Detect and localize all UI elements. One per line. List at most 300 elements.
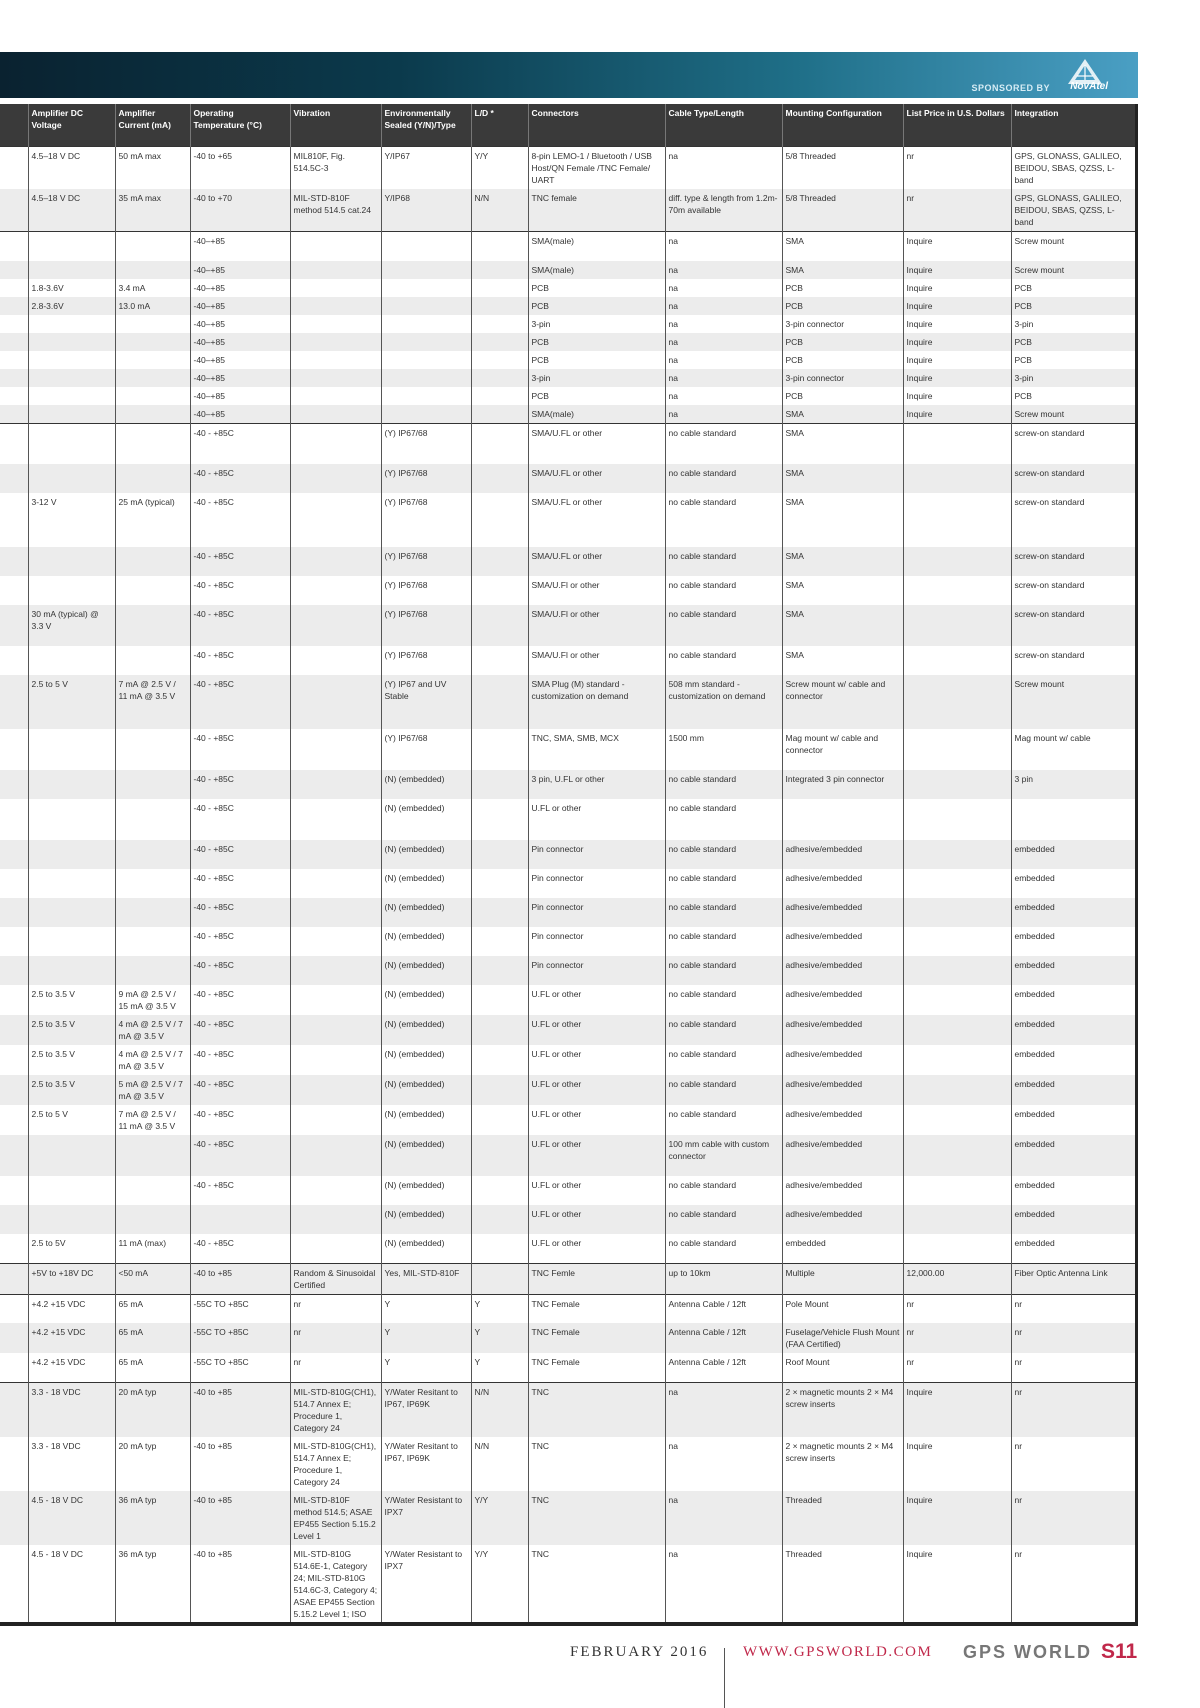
- table-cell: Y/Y: [471, 147, 528, 190]
- table-cell: na: [665, 147, 782, 190]
- table-cell: [115, 576, 190, 605]
- table-cell: nr: [1011, 1323, 1135, 1353]
- table-cell: no cable standard: [665, 493, 782, 547]
- table-row: [0, 369, 1135, 387]
- table-cell: (N) (embedded): [381, 869, 471, 898]
- table-cell: [903, 1015, 1011, 1045]
- table-cell: na: [665, 1491, 782, 1545]
- table-cell: [0, 799, 28, 840]
- table-cell: [115, 799, 190, 840]
- table-cell: [381, 232, 471, 261]
- table-cell: [903, 646, 1011, 675]
- table-cell: [0, 1105, 28, 1135]
- table-cell: TNC female: [528, 189, 665, 232]
- table-cell: [471, 646, 528, 675]
- table-row: [0, 189, 1135, 232]
- table-cell: [28, 1135, 115, 1176]
- table-cell: SMA: [782, 232, 903, 261]
- table-cell: no cable standard: [665, 770, 782, 799]
- table-cell: [471, 1263, 528, 1294]
- table-cell: Screw mount: [1011, 232, 1135, 261]
- table-cell: Inquire: [903, 232, 1011, 261]
- table-cell: TNC Female: [528, 1323, 665, 1353]
- table-cell: [471, 605, 528, 646]
- table-cell: Y: [381, 1323, 471, 1353]
- table-cell: Inquire: [903, 351, 1011, 369]
- table-cell: U.FL or other: [528, 1075, 665, 1105]
- table-cell: [903, 1234, 1011, 1263]
- table-row: [0, 1234, 1135, 1263]
- table-cell: [381, 279, 471, 297]
- table-cell: Pin connector: [528, 840, 665, 869]
- table-cell: na: [665, 261, 782, 279]
- table-cell: 4.5 - 18 V DC: [28, 1545, 115, 1627]
- table-cell: embedded: [1011, 1045, 1135, 1075]
- table-cell: [290, 675, 381, 729]
- table-cell: na: [665, 405, 782, 424]
- table-cell: Mag mount w/ cable: [1011, 729, 1135, 770]
- table-row: [0, 1135, 1135, 1176]
- table-cell: -40 - +85C: [190, 1176, 290, 1205]
- table-row: [0, 1382, 1135, 1437]
- table-cell: up to 10km: [665, 1263, 782, 1294]
- table-cell: Inquire: [903, 315, 1011, 333]
- table-cell: 4 mA @ 2.5 V / 7 mA @ 3.5 V: [115, 1045, 190, 1075]
- table-cell: no cable standard: [665, 956, 782, 985]
- table-cell: Multiple: [782, 1263, 903, 1294]
- table-cell: adhesive/embedded: [782, 927, 903, 956]
- table-cell: [28, 232, 115, 261]
- table-cell: Inquire: [903, 297, 1011, 315]
- table-cell: -55C TO +85C: [190, 1353, 290, 1382]
- table-cell: [471, 493, 528, 547]
- table-cell: Y/Water Resitant to IP67, IP69K: [381, 1382, 471, 1437]
- table-cell: PCB: [782, 297, 903, 315]
- table-row: [0, 1263, 1135, 1294]
- table-cell: [471, 1015, 528, 1045]
- table-cell: [471, 387, 528, 405]
- table-cell: [115, 898, 190, 927]
- table-cell: Inquire: [903, 1491, 1011, 1545]
- table-cell: [290, 898, 381, 927]
- table-cell: Fuselage/Vehicle Flush Mount (FAA Certified): [782, 1323, 903, 1353]
- table-cell: -40 - +85C: [190, 1015, 290, 1045]
- table-cell: 8-pin LEMO-1 / Bluetooth / USB Host/QN Female /TNC Female/ UART: [528, 147, 665, 190]
- page-number: S11: [1101, 1640, 1138, 1663]
- table-cell: [903, 840, 1011, 869]
- table-cell: [0, 1382, 28, 1437]
- table-cell: [0, 1353, 28, 1382]
- table-cell: no cable standard: [665, 1234, 782, 1263]
- table-cell: -55C TO +85C: [190, 1294, 290, 1323]
- table-cell: (N) (embedded): [381, 799, 471, 840]
- table-cell: [28, 840, 115, 869]
- table-cell: no cable standard: [665, 547, 782, 576]
- table-cell: screw-on standard: [1011, 423, 1135, 464]
- table-cell: [28, 333, 115, 351]
- table-cell: [471, 927, 528, 956]
- table-cell: Pin connector: [528, 956, 665, 985]
- table-cell: [115, 423, 190, 464]
- table-cell: [115, 927, 190, 956]
- table-cell: +4.2 +15 VDC: [28, 1353, 115, 1382]
- table-cell: -40 - +85C: [190, 493, 290, 547]
- table-cell: Inquire: [903, 261, 1011, 279]
- table-cell: nr: [1011, 1382, 1135, 1437]
- table-cell: Inquire: [903, 1382, 1011, 1437]
- table-cell: [471, 898, 528, 927]
- table-cell: 2.5 to 3.5 V: [28, 1045, 115, 1075]
- table-cell: (Y) IP67/68: [381, 464, 471, 493]
- column-header: Environmentally Sealed (Y/N)/Type: [381, 104, 471, 147]
- table-cell: 11 mA (max): [115, 1234, 190, 1263]
- table-cell: Y/IP67: [381, 147, 471, 190]
- table-cell: Y: [471, 1294, 528, 1323]
- column-header: [0, 104, 28, 147]
- table-cell: no cable standard: [665, 646, 782, 675]
- table-cell: [471, 232, 528, 261]
- table-cell: [471, 1045, 528, 1075]
- table-cell: na: [665, 369, 782, 387]
- table-cell: (N) (embedded): [381, 1015, 471, 1045]
- table-cell: SMA/U.Fl or other: [528, 605, 665, 646]
- table-cell: [471, 333, 528, 351]
- table-cell: [471, 1176, 528, 1205]
- table-cell: [381, 369, 471, 387]
- table-cell: SMA: [782, 423, 903, 464]
- table-cell: MIL-STD-810G 514.6E-1, Category 24; MIL-STD-810G 514.6C-3, Category 4; ASAE EP455 Section 5.15.2 Level 1; ISO 9022-3 Method 36: [290, 1545, 381, 1627]
- sponsor-banner: [0, 52, 1138, 98]
- table-cell: [28, 646, 115, 675]
- table-cell: [0, 351, 28, 369]
- table-cell: [0, 985, 28, 1015]
- table-cell: [290, 493, 381, 547]
- table-cell: [471, 297, 528, 315]
- table-cell: -40 - +85C: [190, 840, 290, 869]
- table-cell: SMA Plug (M) standard - customization on demand: [528, 675, 665, 729]
- table-cell: (N) (embedded): [381, 956, 471, 985]
- table-cell: [903, 547, 1011, 576]
- table-cell: PCB: [528, 333, 665, 351]
- table-cell: [0, 297, 28, 315]
- table-cell: [381, 387, 471, 405]
- table-cell: [0, 279, 28, 297]
- table-cell: Pin connector: [528, 869, 665, 898]
- table-cell: 65 mA: [115, 1353, 190, 1382]
- table-cell: [471, 315, 528, 333]
- table-cell: [290, 1135, 381, 1176]
- table-cell: [290, 985, 381, 1015]
- table-cell: 2.5 to 5 V: [28, 675, 115, 729]
- table-cell: [0, 1294, 28, 1323]
- table-cell: [471, 576, 528, 605]
- table-cell: 3-pin: [1011, 315, 1135, 333]
- table-cell: [115, 646, 190, 675]
- table-cell: 3-pin: [1011, 369, 1135, 387]
- table-cell: [0, 869, 28, 898]
- table-cell: PCB: [1011, 297, 1135, 315]
- table-cell: no cable standard: [665, 576, 782, 605]
- table-cell: adhesive/embedded: [782, 1015, 903, 1045]
- table-cell: Fiber Optic Antenna Link: [1011, 1263, 1135, 1294]
- table-row: [0, 297, 1135, 315]
- table-cell: PCB: [528, 351, 665, 369]
- table-cell: SMA: [782, 646, 903, 675]
- table-cell: 3-pin: [528, 315, 665, 333]
- column-header: List Price in U.S. Dollars: [903, 104, 1011, 147]
- table-cell: 3.4 mA: [115, 279, 190, 297]
- table-cell: nr: [290, 1353, 381, 1382]
- table-cell: [471, 675, 528, 729]
- table-cell: 3-pin: [528, 369, 665, 387]
- table-cell: [0, 405, 28, 424]
- table-cell: [28, 799, 115, 840]
- table-cell: -40 - +85C: [190, 927, 290, 956]
- table-cell: [0, 547, 28, 576]
- table-cell: [381, 261, 471, 279]
- table-cell: 3-12 V: [28, 493, 115, 547]
- table-cell: [0, 423, 28, 464]
- table-cell: -40 to +70: [190, 189, 290, 232]
- table-cell: [0, 927, 28, 956]
- table-cell: [471, 985, 528, 1015]
- table-cell: 12,000.00: [903, 1263, 1011, 1294]
- table-cell: [903, 1045, 1011, 1075]
- table-cell: nr: [903, 147, 1011, 190]
- table-row: [0, 646, 1135, 675]
- column-header: L/D *: [471, 104, 528, 147]
- table-cell: TNC, SMA, SMB, MCX: [528, 729, 665, 770]
- table-cell: -40–+85: [190, 369, 290, 387]
- table-cell: [28, 547, 115, 576]
- table-cell: PCB: [782, 351, 903, 369]
- table-cell: embedded: [1011, 840, 1135, 869]
- table-cell: 36 mA typ: [115, 1491, 190, 1545]
- table-cell: [0, 189, 28, 232]
- table-cell: 2.8-3.6V: [28, 297, 115, 315]
- table-cell: (N) (embedded): [381, 927, 471, 956]
- table-cell: [28, 369, 115, 387]
- table-row: [0, 1491, 1135, 1545]
- page-footer: [0, 1640, 1200, 1708]
- magazine-name: GPS WORLD: [963, 1642, 1092, 1662]
- table-row: [0, 1176, 1135, 1205]
- table-cell: [471, 729, 528, 770]
- table-cell: [0, 1545, 28, 1627]
- table-cell: 25 mA (typical): [115, 493, 190, 547]
- table-cell: [290, 799, 381, 840]
- table-cell: [290, 1105, 381, 1135]
- table-cell: embedded: [1011, 1105, 1135, 1135]
- table-cell: no cable standard: [665, 1045, 782, 1075]
- table-cell: -40 - +85C: [190, 1045, 290, 1075]
- table-row: [0, 1205, 1135, 1234]
- table-cell: -40 - +85C: [190, 547, 290, 576]
- table-cell: -40 - +85C: [190, 770, 290, 799]
- table-cell: embedded: [1011, 1015, 1135, 1045]
- table-cell: embedded: [1011, 1176, 1135, 1205]
- table-row: [0, 405, 1135, 424]
- table-cell: [0, 729, 28, 770]
- table-cell: [115, 315, 190, 333]
- table-cell: SMA: [782, 493, 903, 547]
- table-cell: [28, 405, 115, 424]
- table-cell: (N) (embedded): [381, 770, 471, 799]
- table-cell: -40–+85: [190, 232, 290, 261]
- table-cell: [290, 1205, 381, 1234]
- table-cell: U.FL or other: [528, 1176, 665, 1205]
- table-cell: na: [665, 279, 782, 297]
- table-cell: Screw mount: [1011, 675, 1135, 729]
- table-cell: [28, 927, 115, 956]
- table-cell: 4 mA @ 2.5 V / 7 mA @ 3.5 V: [115, 1015, 190, 1045]
- table-cell: [471, 840, 528, 869]
- table-cell: MIL810F, Fig. 514.5C-3: [290, 147, 381, 190]
- table-cell: SMA/U.FL or other: [528, 464, 665, 493]
- issue-date: FEBRUARY 2016: [570, 1644, 709, 1660]
- table-row: [0, 1075, 1135, 1105]
- table-cell: Y/Y: [471, 1491, 528, 1545]
- table-cell: [290, 729, 381, 770]
- table-row: [0, 1045, 1135, 1075]
- table-cell: -40 to +85: [190, 1491, 290, 1545]
- table-row: [0, 493, 1135, 547]
- table-row: [0, 1545, 1135, 1627]
- table-cell: PCB: [782, 279, 903, 297]
- table-cell: adhesive/embedded: [782, 1075, 903, 1105]
- table-cell: -40 - +85C: [190, 956, 290, 985]
- table-cell: [471, 261, 528, 279]
- table-cell: Random & Sinusoidal Certified: [290, 1263, 381, 1294]
- table-cell: screw-on standard: [1011, 605, 1135, 646]
- table-cell: [471, 464, 528, 493]
- table-cell: [290, 464, 381, 493]
- table-cell: [115, 956, 190, 985]
- table-cell: U.FL or other: [528, 1135, 665, 1176]
- table-cell: [0, 1263, 28, 1294]
- table-cell: 9 mA @ 2.5 V / 15 mA @ 3.5 V: [115, 985, 190, 1015]
- table-cell: no cable standard: [665, 423, 782, 464]
- table-cell: [290, 387, 381, 405]
- table-cell: Screw mount w/ cable and connector: [782, 675, 903, 729]
- table-cell: Inquire: [903, 333, 1011, 351]
- table-cell: [290, 297, 381, 315]
- table-cell: [0, 232, 28, 261]
- table-cell: [115, 1135, 190, 1176]
- table-cell: -40 to +85: [190, 1437, 290, 1491]
- table-cell: -40 - +85C: [190, 799, 290, 840]
- table-cell: Threaded: [782, 1545, 903, 1627]
- table-cell: [0, 1323, 28, 1353]
- table-cell: [0, 464, 28, 493]
- column-header: Cable Type/Length: [665, 104, 782, 147]
- table-row: [0, 261, 1135, 279]
- table-cell: no cable standard: [665, 1015, 782, 1045]
- table-cell: [290, 279, 381, 297]
- table-cell: SMA(male): [528, 261, 665, 279]
- table-cell: no cable standard: [665, 869, 782, 898]
- table-cell: [290, 770, 381, 799]
- table-cell: 5/8 Threaded: [782, 147, 903, 190]
- table-cell: [903, 729, 1011, 770]
- table-cell: nr: [1011, 1545, 1135, 1627]
- table-cell: adhesive/embedded: [782, 1105, 903, 1135]
- table-cell: [0, 493, 28, 547]
- table-cell: no cable standard: [665, 1075, 782, 1105]
- table-cell: 3.3 - 18 VDC: [28, 1382, 115, 1437]
- table-cell: diff. type & length from 1.2m-70m available: [665, 189, 782, 232]
- table-cell: MIL-STD-810F method 514.5 cat.24: [290, 189, 381, 232]
- table-cell: [28, 869, 115, 898]
- table-cell: adhesive/embedded: [782, 1176, 903, 1205]
- table-cell: screw-on standard: [1011, 493, 1135, 547]
- table-cell: screw-on standard: [1011, 576, 1135, 605]
- table-cell: N/N: [471, 1437, 528, 1491]
- table-cell: 2 × magnetic mounts 2 × M4 screw inserts: [782, 1382, 903, 1437]
- table-cell: -40 - +85C: [190, 423, 290, 464]
- table-cell: SMA: [782, 261, 903, 279]
- table-cell: (Y) IP67/68: [381, 729, 471, 770]
- table-cell: 35 mA max: [115, 189, 190, 232]
- table-cell: (N) (embedded): [381, 1234, 471, 1263]
- table-cell: screw-on standard: [1011, 646, 1135, 675]
- table-cell: 2.5 to 5 V: [28, 1105, 115, 1135]
- table-row: [0, 1353, 1135, 1382]
- table-cell: no cable standard: [665, 605, 782, 646]
- table-cell: [471, 799, 528, 840]
- table-cell: U.FL or other: [528, 985, 665, 1015]
- table-cell: [0, 646, 28, 675]
- table-cell: embedded: [1011, 1075, 1135, 1105]
- table-row: [0, 387, 1135, 405]
- table-cell: na: [665, 315, 782, 333]
- table-cell: [471, 1105, 528, 1135]
- table-cell: TNC: [528, 1491, 665, 1545]
- table-cell: [0, 1234, 28, 1263]
- table-cell: Y: [381, 1294, 471, 1323]
- table-cell: 3 pin: [1011, 770, 1135, 799]
- table-cell: [190, 1205, 290, 1234]
- table-cell: [115, 547, 190, 576]
- table-cell: [28, 1205, 115, 1234]
- table-cell: [471, 547, 528, 576]
- table-cell: (N) (embedded): [381, 1205, 471, 1234]
- table-cell: na: [665, 1382, 782, 1437]
- table-cell: Y: [471, 1353, 528, 1382]
- table-cell: nr: [903, 189, 1011, 232]
- table-cell: nr: [290, 1294, 381, 1323]
- table-cell: embedded: [1011, 985, 1135, 1015]
- table-cell: SMA(male): [528, 405, 665, 424]
- table-cell: Integrated 3 pin connector: [782, 770, 903, 799]
- table-cell: [28, 729, 115, 770]
- table-cell: Antenna Cable / 12ft: [665, 1294, 782, 1323]
- table-cell: 508 mm standard - customization on demand: [665, 675, 782, 729]
- table-cell: Y/Water Resistant to IPX7: [381, 1491, 471, 1545]
- table-cell: [381, 351, 471, 369]
- table-cell: MIL-STD-810G(CH1), 514.7 Annex E; Procedure 1, Category 24: [290, 1437, 381, 1491]
- table-cell: [471, 1205, 528, 1234]
- table-cell: 2.5 to 5V: [28, 1234, 115, 1263]
- sponsored-by-label: SPONSORED BY: [971, 83, 1050, 93]
- table-cell: [903, 576, 1011, 605]
- table-cell: TNC Female: [528, 1353, 665, 1382]
- table-cell: PCB: [1011, 387, 1135, 405]
- table-cell: [0, 369, 28, 387]
- table-cell: -40–+85: [190, 261, 290, 279]
- table-cell: Y/Y: [471, 1545, 528, 1627]
- table-cell: na: [665, 351, 782, 369]
